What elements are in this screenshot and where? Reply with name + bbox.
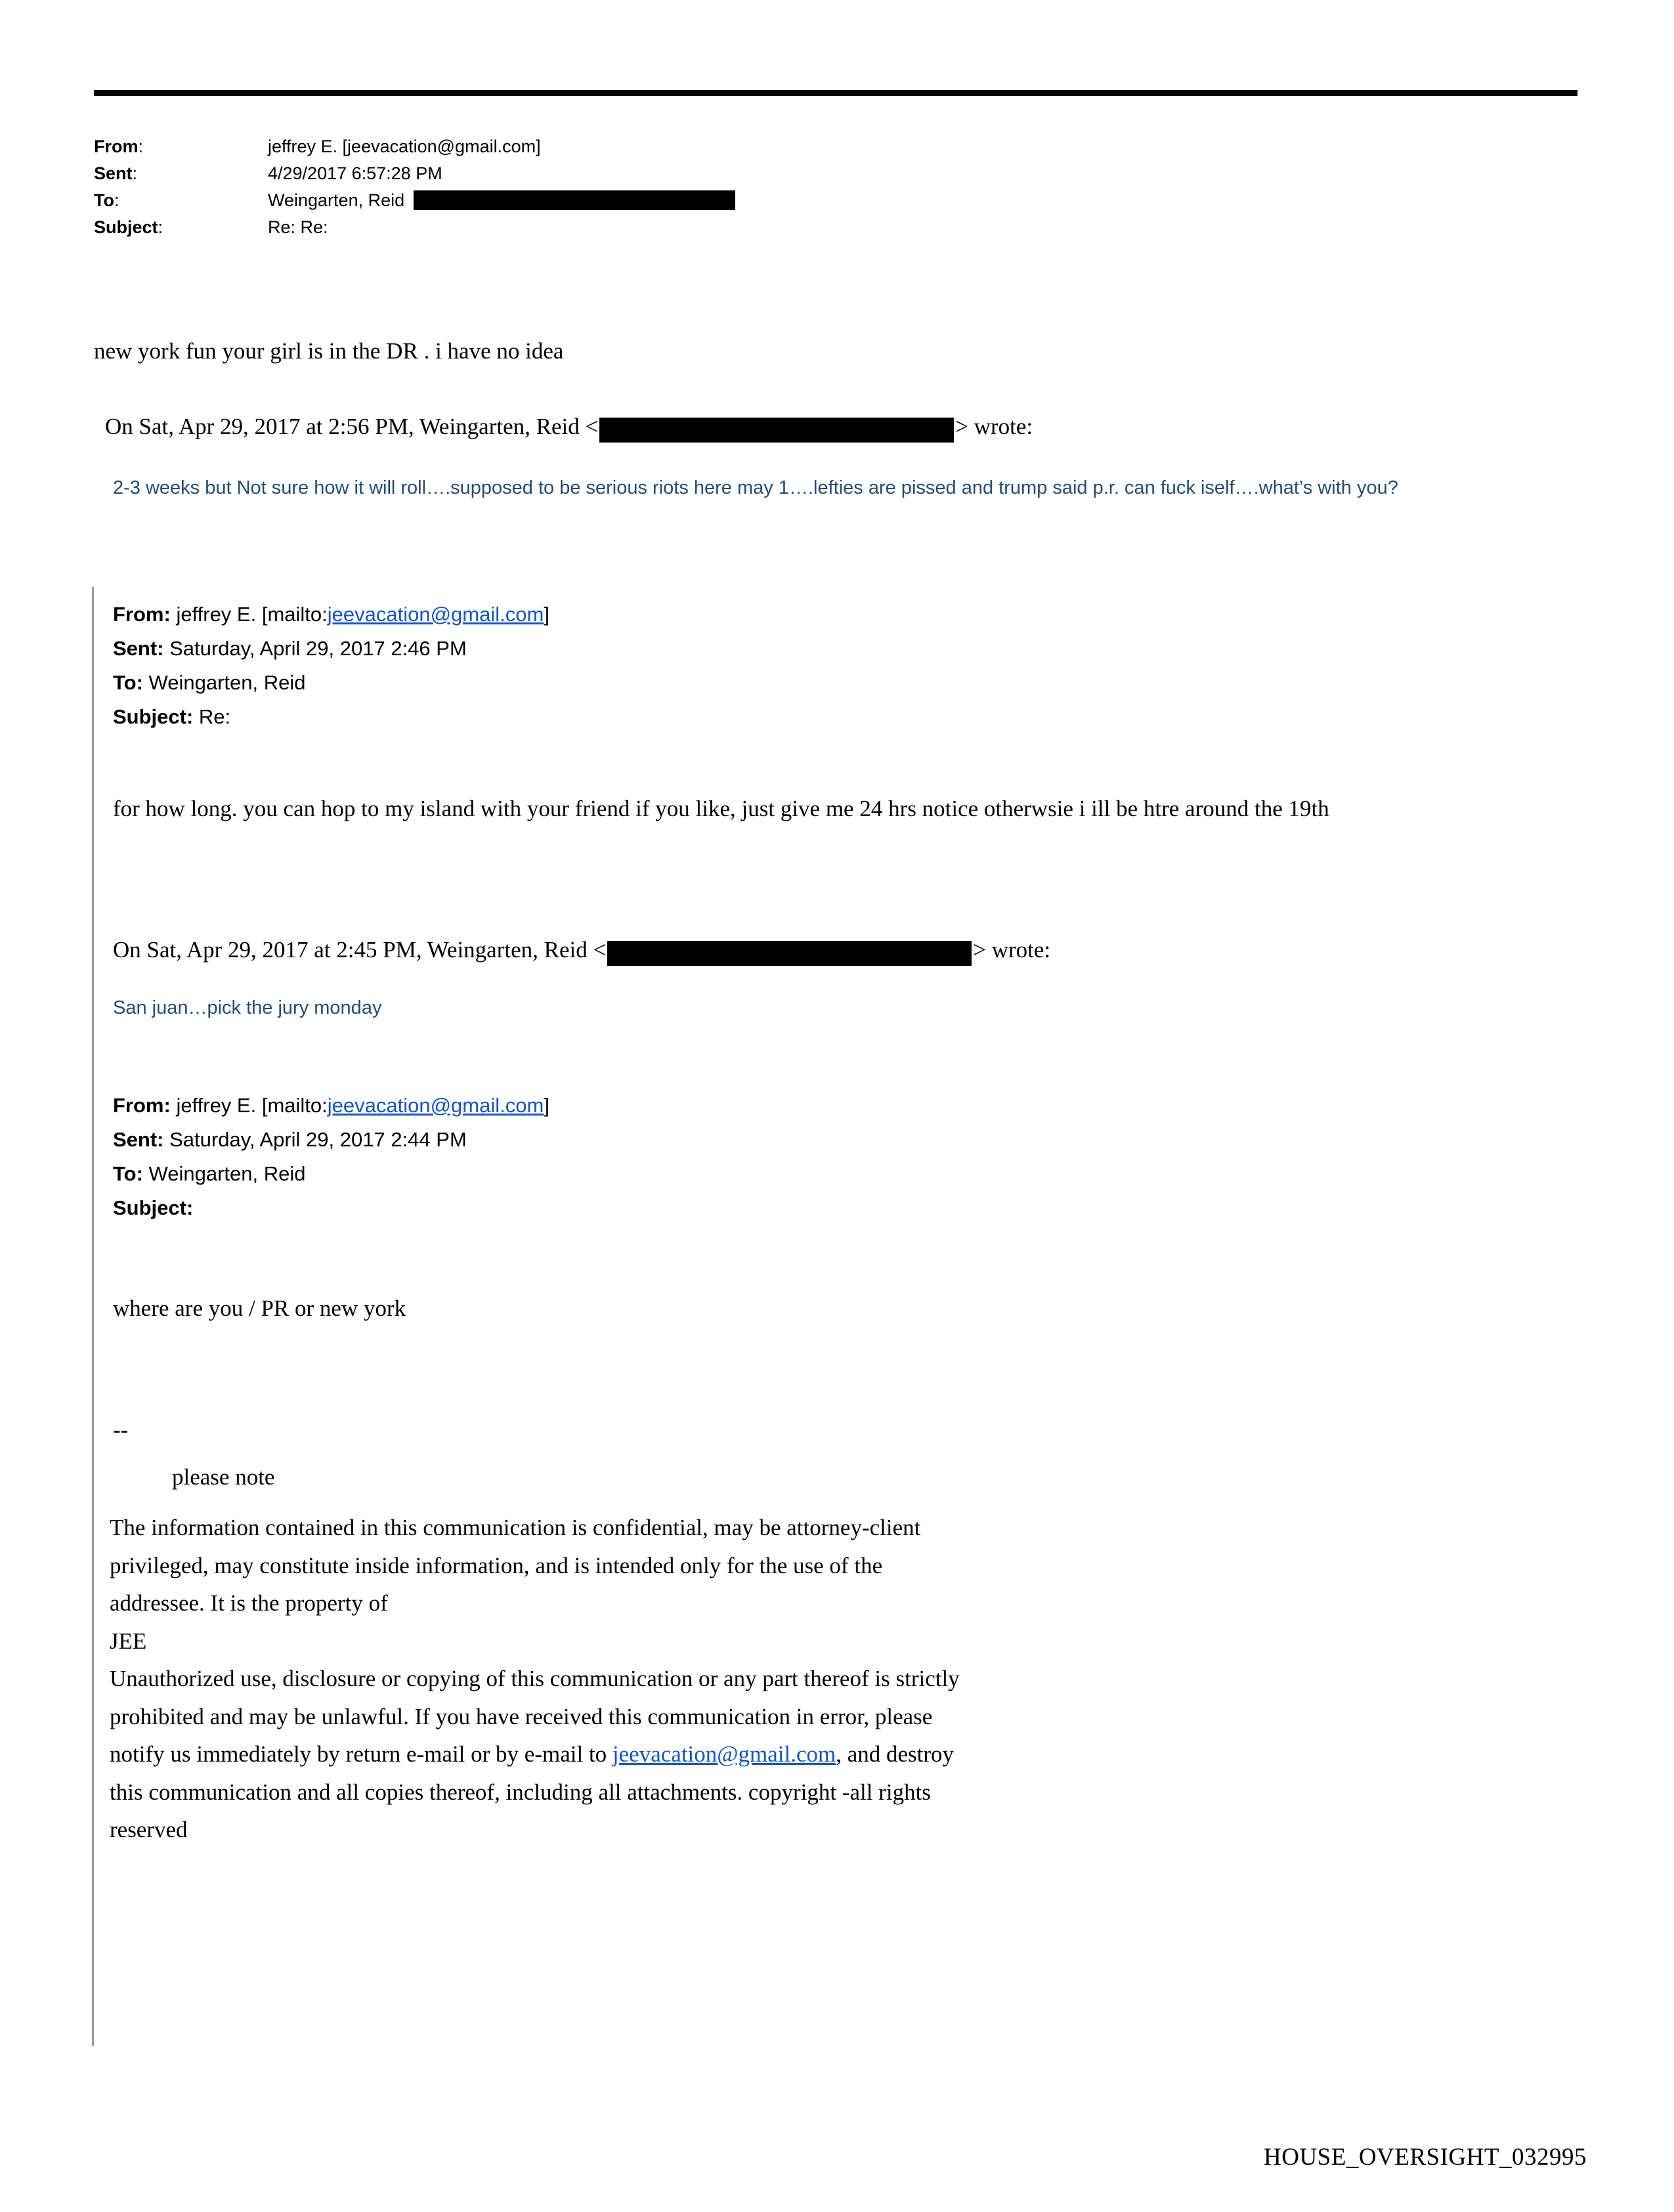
quoted-text-2: San juan…pick the jury monday [113,997,382,1018]
header-row-to [94,187,1144,214]
message-body-2: for how long. you can hop to my island with your friend if you like, just give me 24 hrs notice otherwsie i ill be htre around the 19th [113,796,1329,821]
inner1-from-close: ] [544,603,549,626]
header-label-subject: Subject: [94,217,163,237]
inner1-label-sent: Sent: [113,637,164,660]
inner1-label-subject: Subject: [113,705,194,728]
message-body-text: new york fun your girl is in the DR . i have no idea [94,338,564,364]
inner1-value-to: Weingarten, Reid [148,671,306,694]
quote-attribution-1-suffix: > wrote: [955,414,1033,439]
disclaimer-part-3: , and destroy this communication and all copies thereof, including all attachments. copyright -all rights reserved [110,1741,955,1842]
quote-attribution-2-prefix: On Sat, Apr 29, 2017 at 2:45 PM, Weingarten, Reid < [113,937,607,963]
inner2-email-link[interactable]: jeevacation@gmail.com [327,1094,544,1117]
signature-dashes: -- [113,1417,129,1442]
email-header [94,133,1144,241]
inner-email-header-2 [113,1089,549,1225]
header-label-sent: Sent: [94,163,138,183]
disclaimer-email-link[interactable]: jeevacation@gmail.com [612,1741,836,1767]
header-label-from: From: [94,137,144,156]
inner1-value-from: jeffrey E. [mailto: [176,603,328,626]
inner2-row-to [113,1157,549,1191]
quote-attribution-1 [105,412,1484,441]
inner1-label-to: To: [113,671,143,694]
inner1-value-sent: Saturday, April 29, 2017 2:46 PM [169,637,467,660]
inner2-label-subject: Subject: [113,1196,194,1219]
header-label-to: To: [94,190,119,210]
inner1-value-subject: Re: [198,705,231,728]
inner-email-header-1 [113,597,549,734]
confidentiality-disclaimer [110,1509,963,1849]
inner2-label-to: To: [113,1162,143,1185]
message-body-3: where are you / PR or new york [113,1295,406,1321]
header-value-from: jeffrey E. [jeevacation@gmail.com] [268,137,541,156]
inner2-from-close: ] [544,1094,549,1117]
inner2-row-subject [113,1191,549,1225]
redaction-bar-quote-1 [599,418,954,443]
header-value-subject: Re: Re: [268,217,328,237]
header-row-subject [94,214,1144,241]
inner1-row-to [113,666,549,700]
inner1-row-subject [113,700,549,734]
inner1-email-link[interactable]: jeevacation@gmail.com [327,603,544,626]
signature-please-note: please note [172,1464,275,1490]
bates-number: HOUSE_OVERSIGHT_032995 [1264,2144,1587,2171]
inner2-row-from [113,1089,549,1123]
inner2-value-from: jeffrey E. [mailto: [176,1094,328,1117]
inner1-label-from: From: [113,603,171,626]
quote-attribution-2 [113,934,1557,966]
quote-indent-bar [92,587,94,2046]
quoted-text-1: 2-3 weeks but Not sure how it will roll….supposed to be serious riots here may 1….lefties are pissed and trump said p.r. can fuck iself….what’s with you? [113,477,1398,498]
disclaimer-part-1: The information contained in this communication is confidential, may be attorney-client privileged, may constitute inside information, and is intended only for the use of the addressee. It is the property of [110,1515,921,1616]
header-value-sent: 4/29/2017 6:57:28 PM [268,163,442,183]
header-value-to: Weingarten, Reid [268,187,735,214]
quote-attribution-2-suffix: > wrote: [973,937,1051,963]
redaction-bar-quote-2 [607,941,972,966]
header-row-from [94,133,1144,160]
inner1-row-sent [113,632,549,666]
inner2-label-from: From: [113,1094,171,1117]
inner2-value-sent: Saturday, April 29, 2017 2:44 PM [169,1128,467,1151]
top-rule-divider [94,90,1577,96]
redaction-bar-to [414,190,735,210]
disclaimer-part-2: Unauthorized use, disclosure or copying of this communication or any part thereof is strictly prohibited and may be unlawful. If you have received this communication in error, please notify us immediately by return e-mail or by e-mail to [110,1666,960,1767]
header-row-sent [94,160,1144,187]
inner1-row-from [113,597,549,632]
inner2-label-sent: Sent: [113,1128,164,1151]
disclaimer-jee: JEE [110,1628,147,1654]
inner2-value-to: Weingarten, Reid [148,1162,306,1185]
quote-attribution-1-prefix: On Sat, Apr 29, 2017 at 2:56 PM, Weingarten, Reid < [105,414,599,439]
inner2-row-sent [113,1123,549,1157]
